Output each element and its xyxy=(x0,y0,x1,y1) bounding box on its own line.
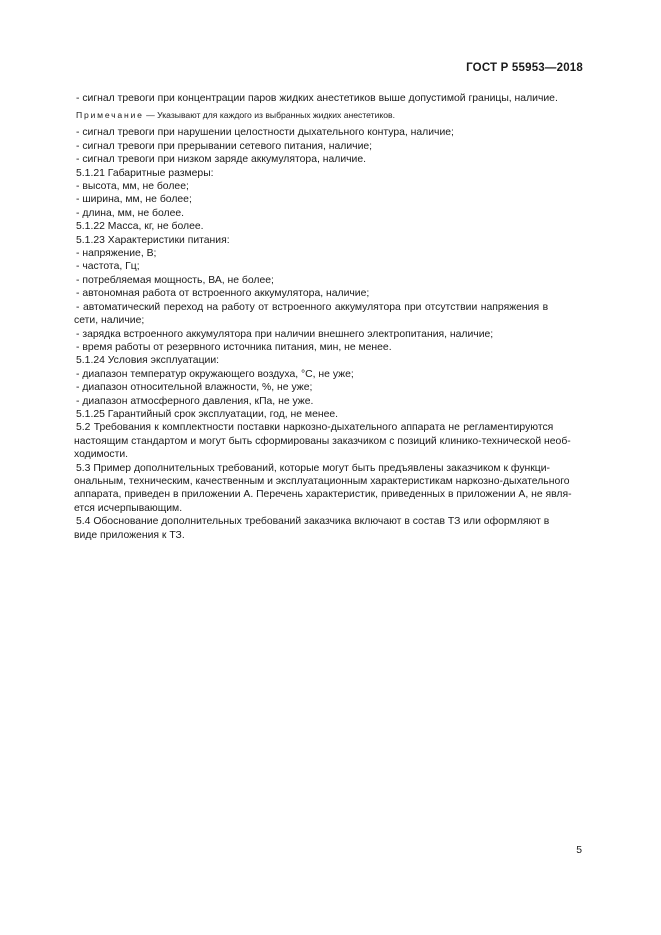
note xyxy=(74,109,584,121)
paragraph-5-2-line: ходимости. xyxy=(74,449,129,461)
list-item: - диапазон относительной влажности, %, не уже; xyxy=(76,382,313,394)
section-heading: 5.1.23 Характеристики питания: xyxy=(76,234,230,246)
list-item: - сигнал тревоги при нарушении целостности дыхательного контура, наличие; xyxy=(76,127,454,139)
page-number: 5 xyxy=(576,845,582,856)
list-item: - автоматический переход на работу от встроенного аккумулятора при отсутствии напряжения в xyxy=(76,301,549,313)
list-item: - диапазон температур окружающего воздуха, °С, не уже; xyxy=(76,368,354,380)
document-body xyxy=(74,92,584,542)
section-heading: 5.1.25 Гарантийный срок эксплуатации, год, не менее. xyxy=(76,408,339,420)
list-item: - сигнал тревоги при концентрации паров жидких анестетиков выше допустимой границы, наличие. xyxy=(76,93,558,104)
list-item: - длина, мм, не более. xyxy=(76,207,185,219)
note-label: Примечание xyxy=(76,110,144,121)
paragraph-5-3: 5.3 Пример дополнительных требований, которые могут быть предъявлены заказчиком к функци- xyxy=(76,462,551,474)
paragraph-5-2: 5.2 Требования к комплектности поставки наркозно-дыхательного аппарата не регламентируются xyxy=(76,422,554,434)
list-item: - ширина, мм, не более; xyxy=(76,194,192,206)
paragraph-5-3-line: аппарата, приведен в приложении А. Перечень характеристик, приведенных в приложении А, не явля- xyxy=(74,489,572,501)
list-item: - зарядка встроенного аккумулятора при наличии внешнего электропитания, наличие; xyxy=(76,328,494,340)
list-item-continuation: сети, наличие; xyxy=(74,315,145,327)
list-item: - потребляемая мощность, ВА, не более; xyxy=(76,274,274,286)
list-item: - высота, мм, не более; xyxy=(76,181,189,193)
note-text: — Указывают для каждого из выбранных жидких анестетиков. xyxy=(143,110,395,121)
section-heading: 5.1.22 Масса, кг, не более. xyxy=(76,221,204,233)
paragraph-5-4-line: виде приложения к ТЗ. xyxy=(74,529,185,541)
list-item: - время работы от резервного источника питания, мин, не менее. xyxy=(76,341,392,353)
list-item: - сигнал тревоги при низком заряде аккумулятора, наличие. xyxy=(76,154,367,166)
list-item: - напряжение, В; xyxy=(76,248,157,260)
section-heading: 5.1.21 Габаритные размеры: xyxy=(76,167,214,179)
paragraph-5-3-line: ется исчерпывающим. xyxy=(74,502,183,514)
paragraph-5-2-line: настоящим стандартом и могут быть сформированы заказчиком с позиций клинико-технической необ- xyxy=(74,435,571,447)
list-item: - автономная работа от встроенного аккумулятора, наличие; xyxy=(76,288,370,300)
list-item: - диапазон атмосферного давления, кПа, не уже. xyxy=(76,395,314,407)
section-heading: 5.1.24 Условия эксплуатации: xyxy=(76,355,220,367)
list-item: - частота, Гц; xyxy=(76,261,140,273)
list-item: - сигнал тревоги при прерывании сетевого питания, наличие; xyxy=(76,140,373,152)
document-code: ГОСТ Р 55953—2018 xyxy=(466,62,583,74)
paragraph-5-3-line: ональным, техническим, качественным и эксплуатационным характеристикам наркозно-дыхательного xyxy=(74,475,570,487)
paragraph-5-4: 5.4 Обоснование дополнительных требований заказчика включают в состав ТЗ или оформляют в xyxy=(76,516,550,528)
